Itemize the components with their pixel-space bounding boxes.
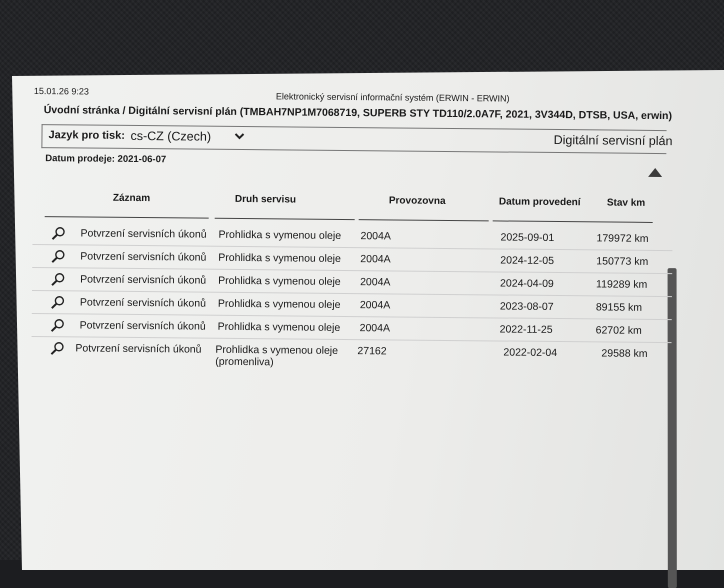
km-cell: 179972 km [596, 232, 649, 245]
record-cell: Potvrzení servisních úkonů [80, 273, 207, 287]
printed-page [31, 82, 674, 373]
magnifier-icon[interactable] [49, 340, 65, 356]
record-cell: Potvrzení servisních úkonů [79, 296, 207, 310]
km-cell: 62702 km [595, 324, 642, 337]
column-header-km: Stav km [606, 197, 646, 209]
header-divider [493, 220, 653, 223]
language-label: Jazyk pro tisk: [48, 129, 125, 142]
service-type-cell: Prohlidka s vymenou oleje [217, 320, 341, 334]
record-cell: Potvrzení servisních úkonů [80, 227, 207, 241]
column-header-date: Datum provedení [498, 196, 581, 209]
service-type-cell: Prohlidka s vymenou oleje [218, 274, 341, 288]
header-divider [215, 218, 355, 220]
column-header-record: Záznam [112, 192, 151, 205]
service-type-cell-line2: (promenliva) [215, 355, 274, 369]
magnifier-icon[interactable] [50, 271, 66, 287]
date-cell: 2022-02-04 [503, 346, 558, 360]
header-divider [45, 216, 209, 219]
column-header-service-type: Druh servisu [234, 193, 297, 206]
km-cell: 119289 km [596, 278, 648, 291]
header-divider [359, 219, 489, 221]
km-cell: 29588 km [601, 347, 648, 360]
column-header-workshop: Provozovna [388, 195, 446, 207]
service-type-cell: Prohlidka s vymenou oleje [218, 251, 341, 265]
service-table-body [31, 222, 672, 373]
breadcrumb: Úvodní stránka / Digitální servisní plán (TMBAH7NP1M7068719, SUPERB STY TD110/2.0A7F, 2021, 3V344D, DTSB, USA, erwin) [43, 104, 673, 123]
workshop-cell: 2004A [359, 322, 391, 335]
date-cell: 2025-09-01 [500, 231, 555, 245]
system-title: Elektronický servisní informační systém (ERWIN - ERWIN) [275, 91, 510, 104]
print-date: 15.01.26 9:23 [33, 85, 90, 97]
date-cell: 2022-11-25 [499, 323, 553, 336]
km-cell: 150773 km [596, 255, 649, 268]
magnifier-icon[interactable] [50, 317, 66, 333]
record-cell: Potvrzení servisních úkonů [80, 250, 207, 264]
table-row [31, 337, 671, 373]
workshop-cell: 2004A [360, 276, 391, 289]
date-cell: 2024-04-09 [500, 277, 554, 290]
magnifier-icon[interactable] [50, 294, 66, 310]
service-type-cell: Prohlidka s vymenou oleje [217, 297, 341, 311]
workshop-cell: 2004A [359, 299, 391, 312]
magnifier-icon[interactable] [50, 225, 66, 241]
magnifier-icon[interactable] [50, 248, 66, 264]
service-type-cell: Prohlidka s vymenou oleje [218, 228, 342, 242]
date-cell: 2023-08-07 [499, 300, 554, 313]
print-toolbar [41, 124, 673, 154]
table-header [33, 178, 673, 228]
sale-date: Datum prodeje: 2021-06-07 [45, 153, 167, 166]
service-type-cell: Prohlidka s vymenou oleje [215, 343, 339, 357]
chevron-down-icon[interactable] [232, 129, 246, 143]
record-cell: Potvrzení servisních úkonů [75, 342, 202, 356]
language-select[interactable]: cs-CZ (Czech) [130, 128, 212, 144]
date-cell: 2024-12-05 [500, 254, 555, 267]
km-cell: 89155 km [595, 301, 643, 314]
page-title: Digitální servisní plán [553, 132, 673, 149]
workshop-cell: 2004A [360, 253, 391, 266]
workshop-cell: 2004A [360, 230, 391, 243]
record-cell: Potvrzení servisních úkonů [79, 319, 206, 333]
scroll-up-arrow[interactable] [648, 168, 662, 177]
workshop-cell: 27162 [357, 345, 387, 358]
